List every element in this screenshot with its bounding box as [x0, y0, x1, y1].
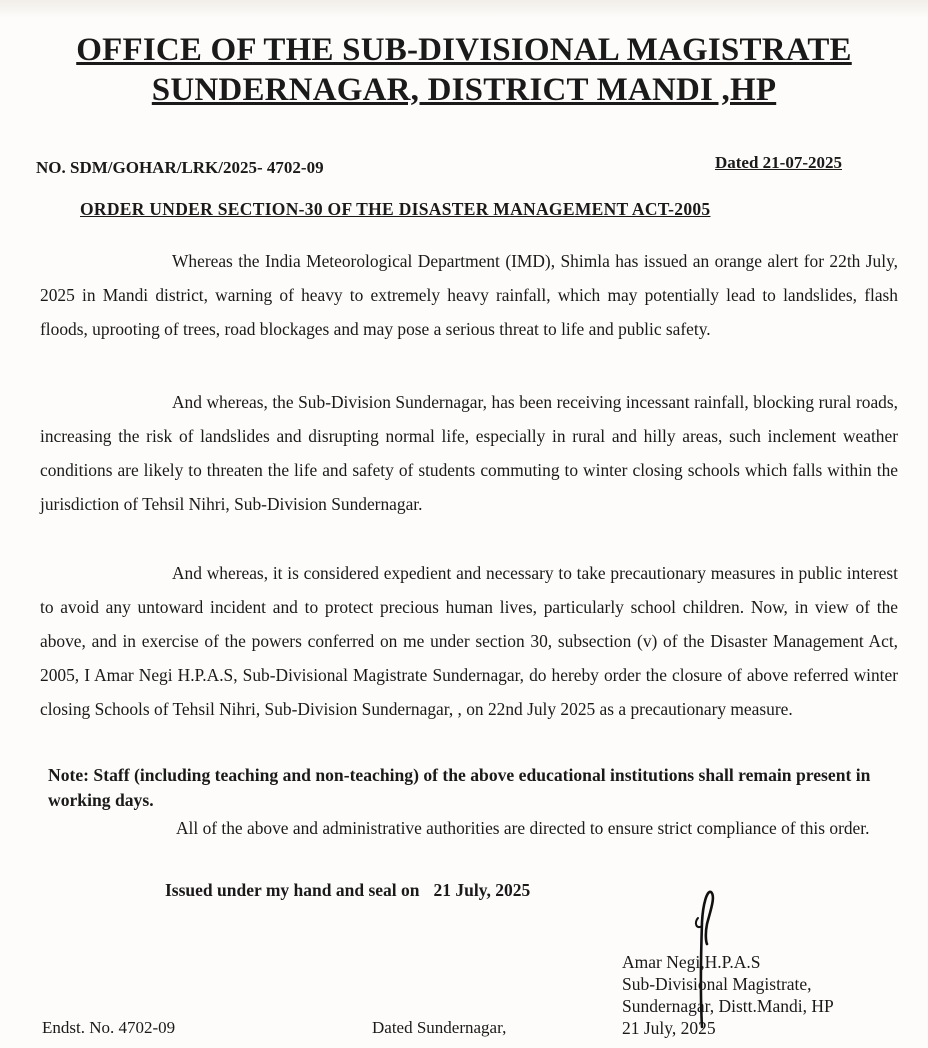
signatory-block — [622, 951, 834, 1039]
staff-note: Note: Staff (including teaching and non-teaching) of the above educational institutions shall remain present in working days. — [48, 765, 871, 810]
reference-number: NO. SDM/GOHAR/LRK/2025- 4702-09 — [36, 158, 324, 177]
office-title-line1: OFFICE OF THE SUB-DIVISIONAL MAGISTRATE — [76, 32, 852, 68]
order-date: Dated 21-07-2025 — [714, 153, 842, 172]
signatory-date: 21 July, 2025 — [622, 1018, 716, 1038]
paragraph-3 — [40, 556, 898, 726]
paragraph-3-text: And whereas, it is considered expedient and necessary to take precautionary measures in public interest to avoid any untoward incident and to protect precious human lives, particularly school children. Now, in view of the above, and in exercise of the powers conferred on me under section 30, subsection (v) of the Disaster Management Act, 2005, I Amar Negi H.P.A.S, Sub-Divisional Magistrate Sundernagar, do hereby order the closure of above referred winter closing Schools of Tehsil Nihri, Sub-Division Sundernagar, , on 22nd July 2025 as a precautionary measure. — [40, 563, 898, 719]
signatory-name: Amar Negi,H.P.A.S — [622, 952, 761, 972]
signatory-location: Sundernagar, Distt.Mandi, HP — [622, 996, 834, 1016]
compliance-text: All of the above and administrative authorities are directed to ensure strict compliance of this order. — [176, 818, 870, 838]
paragraph-1-text: Whereas the India Meteorological Department (IMD), Shimla has issued an orange alert for 22th July, 2025 in Mandi district, warning of heavy to extremely heavy rainfall, which may potentially lead to landslides, flash floods, uprooting of trees, road blockages and may pose a serious threat to life and public safety. — [40, 251, 898, 339]
order-title: ORDER UNDER SECTION-30 OF THE DISASTER MANAGEMENT ACT-2005 — [80, 199, 711, 219]
office-title-line2: SUNDERNAGAR, DISTRICT MANDI ,HP — [151, 72, 777, 108]
endorsement-number: Endst. No. 4702-09 — [42, 1018, 176, 1037]
scan-edge-shadow — [0, 0, 928, 18]
endorsement-dated-place: Dated Sundernagar, — [372, 1018, 507, 1037]
paragraph-2-text: And whereas, the Sub-Division Sundernagar, has been receiving incessant rainfall, blocking rural roads, increasing the risk of landslides and disrupting normal life, especially in rural and hilly areas, such inclement weather conditions are likely to threaten the life and safety of students commuting to winter closing schools which falls within the jurisdiction of Tehsil Nihri, Sub-Division Sundernagar. — [40, 392, 898, 514]
paragraph-2 — [40, 385, 898, 521]
issued-text: Issued under my hand and seal on — [165, 880, 420, 900]
signatory-designation: Sub-Divisional Magistrate, — [622, 974, 812, 994]
issued-date: 21 July, 2025 — [433, 880, 531, 900]
paragraph-1 — [40, 244, 898, 346]
compliance-paragraph — [48, 811, 902, 845]
issued-line — [165, 880, 530, 901]
